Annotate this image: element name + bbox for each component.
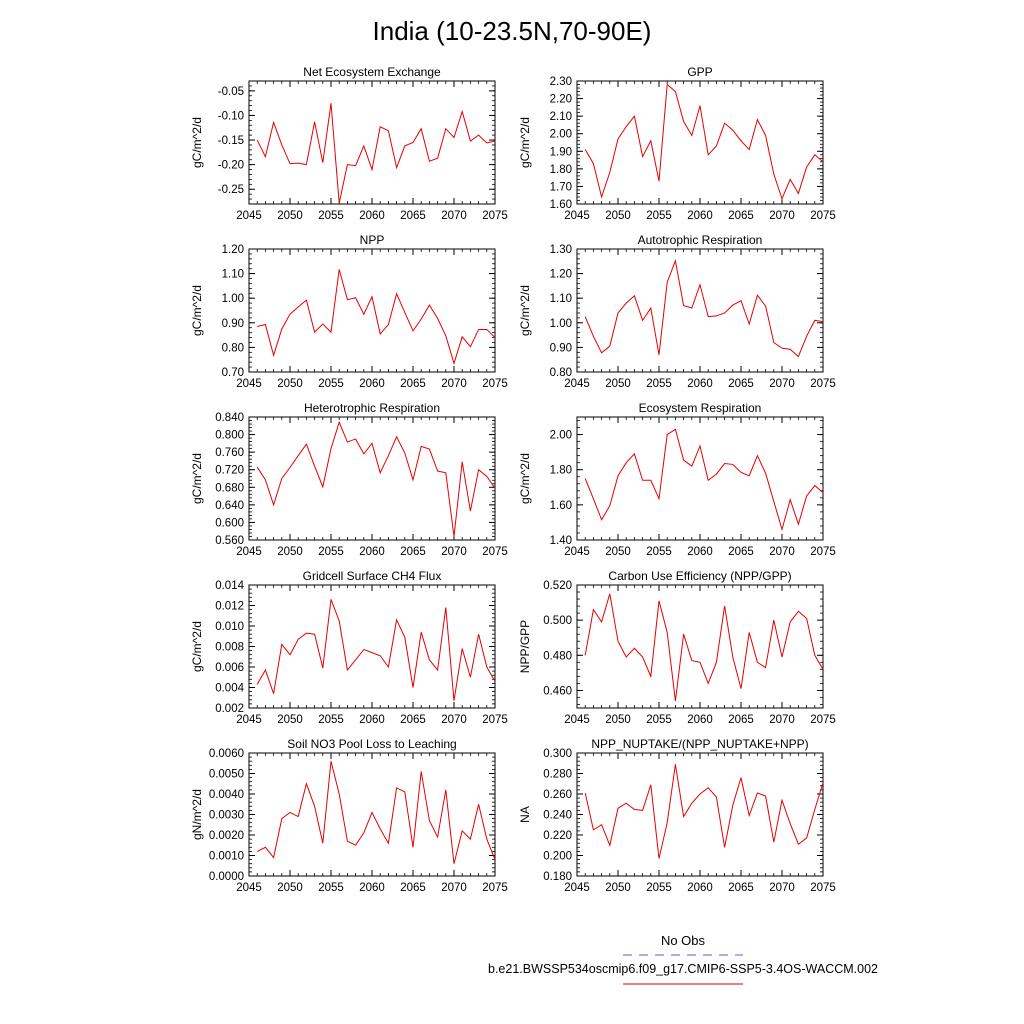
x-tick-label: 2050 <box>605 882 631 894</box>
series-line <box>585 594 823 701</box>
x-tick-label: 2045 <box>564 714 590 726</box>
x-tick-label: 2070 <box>769 882 795 894</box>
plot-frame <box>249 81 495 204</box>
x-tick-label: 2070 <box>769 210 795 222</box>
x-tick-label: 2045 <box>236 714 262 726</box>
x-tick-label: 2070 <box>441 210 467 222</box>
y-tick-label: 0.300 <box>543 748 572 760</box>
y-tick-label: 0.200 <box>543 850 572 863</box>
x-tick-label: 2055 <box>318 378 344 390</box>
x-tick-label: 2055 <box>646 546 672 558</box>
panel-title: NPP <box>359 233 385 247</box>
chart-panel-1 <box>518 65 836 222</box>
series-line <box>257 761 495 864</box>
y-axis-label: gC/m^2/d <box>518 285 532 336</box>
y-tick-label: 1.70 <box>549 181 572 194</box>
x-tick-label: 2060 <box>687 714 713 726</box>
y-tick-label: 0.460 <box>543 685 572 698</box>
y-axis-label: NPP/GPP <box>518 619 532 674</box>
panel-title: Net Ecosystem Exchange <box>303 65 441 79</box>
x-tick-label: 2065 <box>400 546 426 558</box>
series-line <box>585 429 823 529</box>
y-tick-label: 1.10 <box>549 293 572 306</box>
x-tick-label: 2070 <box>769 546 795 558</box>
y-tick-label: 0.004 <box>215 682 244 695</box>
x-tick-label: 2055 <box>646 210 672 222</box>
chart-panel-5 <box>518 401 836 558</box>
y-axis-label: gC/m^2/d <box>518 117 532 168</box>
figure-title: India (10-23.5N,70-90E) <box>372 16 652 46</box>
y-tick-label: -0.10 <box>217 110 244 123</box>
y-tick-label: 0.280 <box>543 768 572 781</box>
y-tick-label: 0.720 <box>215 464 244 477</box>
panel-title: NPP_NUPTAKE/(NPP_NUPTAKE+NPP) <box>591 737 809 751</box>
x-tick-label: 2070 <box>769 714 795 726</box>
x-tick-label: 2050 <box>277 546 303 558</box>
legend-model-label: b.e21.BWSSP534oscmip6.f09_g17.CMIP6-SSP5-3.4OS-WACCM.002 <box>488 962 878 976</box>
y-tick-label: 2.10 <box>549 111 572 124</box>
series-line <box>585 85 823 199</box>
y-tick-label: 0.0040 <box>208 789 244 801</box>
y-axis-label: gC/m^2/d <box>190 453 204 504</box>
chart-panel-6 <box>190 569 508 726</box>
x-tick-label: 2065 <box>728 546 754 558</box>
plot-frame <box>577 249 823 372</box>
panel-title: Heterotrophic Respiration <box>303 401 441 415</box>
x-tick-label: 2045 <box>236 882 262 894</box>
legend <box>488 933 878 984</box>
x-tick-label: 2065 <box>400 210 426 222</box>
series-line <box>257 269 495 363</box>
x-tick-label: 2075 <box>810 378 836 390</box>
x-tick-label: 2060 <box>359 546 385 558</box>
y-tick-label: 0.240 <box>543 809 572 822</box>
x-tick-label: 2055 <box>318 210 344 222</box>
x-tick-label: 2065 <box>728 714 754 726</box>
y-tick-label: 1.10 <box>221 268 244 281</box>
x-tick-label: 2045 <box>236 378 262 390</box>
y-tick-label: -0.05 <box>217 85 244 98</box>
x-tick-label: 2050 <box>277 378 303 390</box>
x-tick-label: 2045 <box>564 378 590 390</box>
y-tick-label: 0.480 <box>543 650 572 663</box>
x-tick-label: 2075 <box>810 546 836 558</box>
panel-title: Carbon Use Efficiency (NPP/GPP) <box>608 569 792 583</box>
y-tick-label: 1.90 <box>549 146 572 159</box>
y-tick-label: 0.90 <box>549 342 572 355</box>
x-tick-label: 2060 <box>359 210 385 222</box>
y-tick-label: 1.30 <box>549 244 572 256</box>
y-tick-label: 0.0000 <box>208 871 244 883</box>
x-tick-label: 2050 <box>605 714 631 726</box>
x-tick-label: 2050 <box>605 546 631 558</box>
y-tick-label: 0.0010 <box>208 850 244 863</box>
x-tick-label: 2060 <box>359 882 385 894</box>
x-tick-label: 2065 <box>728 882 754 894</box>
y-tick-label: 0.70 <box>221 367 244 379</box>
y-axis-label: gC/m^2/d <box>190 621 204 672</box>
y-tick-label: -0.25 <box>217 184 244 197</box>
y-tick-label: 0.600 <box>215 517 244 530</box>
panels-grid <box>190 65 836 894</box>
x-tick-label: 2050 <box>605 378 631 390</box>
y-tick-label: 2.30 <box>549 76 572 88</box>
x-tick-label: 2055 <box>318 714 344 726</box>
x-tick-label: 2045 <box>236 210 262 222</box>
y-tick-label: -0.20 <box>217 159 244 172</box>
series-line <box>257 599 495 700</box>
y-tick-label: 0.800 <box>215 429 244 442</box>
x-tick-label: 2045 <box>564 882 590 894</box>
x-tick-label: 2045 <box>564 546 590 558</box>
x-tick-label: 2065 <box>400 882 426 894</box>
x-tick-label: 2065 <box>400 714 426 726</box>
y-axis-label: gC/m^2/d <box>518 453 532 504</box>
x-tick-label: 2070 <box>441 714 467 726</box>
x-tick-label: 2065 <box>400 378 426 390</box>
plot-frame <box>577 417 823 540</box>
y-tick-label: 0.0030 <box>208 809 244 822</box>
x-tick-label: 2050 <box>277 210 303 222</box>
x-tick-label: 2045 <box>236 546 262 558</box>
x-tick-label: 2075 <box>482 378 508 390</box>
chart-panel-2 <box>190 233 508 390</box>
plot-frame <box>577 753 823 876</box>
series-line <box>585 764 823 858</box>
y-tick-label: 0.80 <box>549 367 572 379</box>
y-tick-label: 0.0020 <box>208 830 244 842</box>
plot-frame <box>249 585 495 708</box>
x-tick-label: 2050 <box>277 714 303 726</box>
x-tick-label: 2055 <box>318 882 344 894</box>
y-tick-label: 0.008 <box>215 641 244 654</box>
x-tick-label: 2050 <box>277 882 303 894</box>
y-tick-label: 1.60 <box>549 199 572 211</box>
x-tick-label: 2075 <box>810 882 836 894</box>
y-tick-label: 0.560 <box>215 535 244 547</box>
legend-obs-label: No Obs <box>660 933 706 948</box>
x-tick-label: 2060 <box>687 546 713 558</box>
y-tick-label: 0.500 <box>543 615 572 628</box>
y-tick-label: 2.00 <box>549 128 572 141</box>
y-tick-label: 1.20 <box>221 244 244 256</box>
y-tick-label: 0.002 <box>215 703 244 715</box>
x-tick-label: 2060 <box>687 882 713 894</box>
y-tick-label: 2.20 <box>549 93 572 106</box>
series-line <box>585 261 823 357</box>
plot-frame <box>249 249 495 372</box>
chart-panel-3 <box>518 233 836 390</box>
y-tick-label: 1.60 <box>549 499 572 512</box>
y-tick-label: 1.40 <box>549 535 572 547</box>
y-axis-label: NA <box>518 806 532 823</box>
x-tick-label: 2060 <box>359 714 385 726</box>
y-tick-label: 0.180 <box>543 871 572 883</box>
y-tick-label: 0.80 <box>221 342 244 355</box>
y-axis-label: gC/m^2/d <box>190 117 204 168</box>
x-tick-label: 2055 <box>318 546 344 558</box>
x-tick-label: 2075 <box>482 714 508 726</box>
x-tick-label: 2075 <box>482 882 508 894</box>
plot-frame <box>249 417 495 540</box>
panel-title: Gridcell Surface CH4 Flux <box>302 569 442 583</box>
panel-title: Autotrophic Respiration <box>637 233 763 247</box>
y-tick-label: 0.760 <box>215 447 244 460</box>
plot-frame <box>577 585 823 708</box>
x-tick-label: 2060 <box>359 378 385 390</box>
plot-frame <box>577 81 823 204</box>
y-tick-label: 0.010 <box>215 621 244 633</box>
x-tick-label: 2070 <box>441 378 467 390</box>
x-tick-label: 2075 <box>810 714 836 726</box>
y-tick-label: 1.80 <box>549 464 572 477</box>
panel-title: Ecosystem Respiration <box>638 401 762 415</box>
y-tick-label: 0.0050 <box>208 768 244 781</box>
y-tick-label: 2.00 <box>549 429 572 442</box>
y-tick-label: 0.520 <box>543 580 572 592</box>
x-tick-label: 2055 <box>646 714 672 726</box>
x-tick-label: 2045 <box>564 210 590 222</box>
y-axis-label: gN/m^2/d <box>190 789 204 840</box>
panel-title: Soil NO3 Pool Loss to Leaching <box>287 737 457 751</box>
x-tick-label: 2055 <box>646 378 672 390</box>
y-tick-label: 0.640 <box>215 499 244 512</box>
y-tick-label: 0.840 <box>215 412 244 424</box>
x-tick-label: 2075 <box>482 546 508 558</box>
y-tick-label: -0.15 <box>217 135 244 148</box>
series-line <box>257 422 495 536</box>
chart-panel-4 <box>190 401 508 558</box>
chart-panel-0 <box>190 65 508 222</box>
y-tick-label: 0.260 <box>543 789 572 801</box>
y-tick-label: 1.20 <box>549 268 572 281</box>
x-tick-label: 2065 <box>728 210 754 222</box>
y-tick-label: 1.00 <box>549 317 572 330</box>
x-tick-label: 2070 <box>441 882 467 894</box>
x-tick-label: 2060 <box>687 210 713 222</box>
y-tick-label: 0.0060 <box>208 748 244 760</box>
series-line <box>257 103 495 203</box>
y-tick-label: 0.006 <box>215 662 244 674</box>
x-tick-label: 2070 <box>769 378 795 390</box>
x-tick-label: 2065 <box>728 378 754 390</box>
x-tick-label: 2070 <box>441 546 467 558</box>
x-tick-label: 2060 <box>687 378 713 390</box>
x-tick-label: 2055 <box>646 882 672 894</box>
plot-frame <box>249 753 495 876</box>
chart-panel-7 <box>518 569 836 726</box>
x-tick-label: 2075 <box>810 210 836 222</box>
y-tick-label: 0.014 <box>215 580 244 592</box>
y-axis-label: gC/m^2/d <box>190 285 204 336</box>
y-tick-label: 0.90 <box>221 317 244 330</box>
x-tick-label: 2050 <box>605 210 631 222</box>
y-tick-label: 0.012 <box>215 600 244 613</box>
chart-panel-9 <box>518 737 836 894</box>
y-tick-label: 1.00 <box>221 293 244 306</box>
x-tick-label: 2075 <box>482 210 508 222</box>
panel-title: GPP <box>687 65 713 79</box>
y-tick-label: 0.680 <box>215 482 244 495</box>
chart-panel-8 <box>190 737 508 894</box>
y-tick-label: 1.80 <box>549 163 572 176</box>
y-tick-label: 0.220 <box>543 830 572 842</box>
